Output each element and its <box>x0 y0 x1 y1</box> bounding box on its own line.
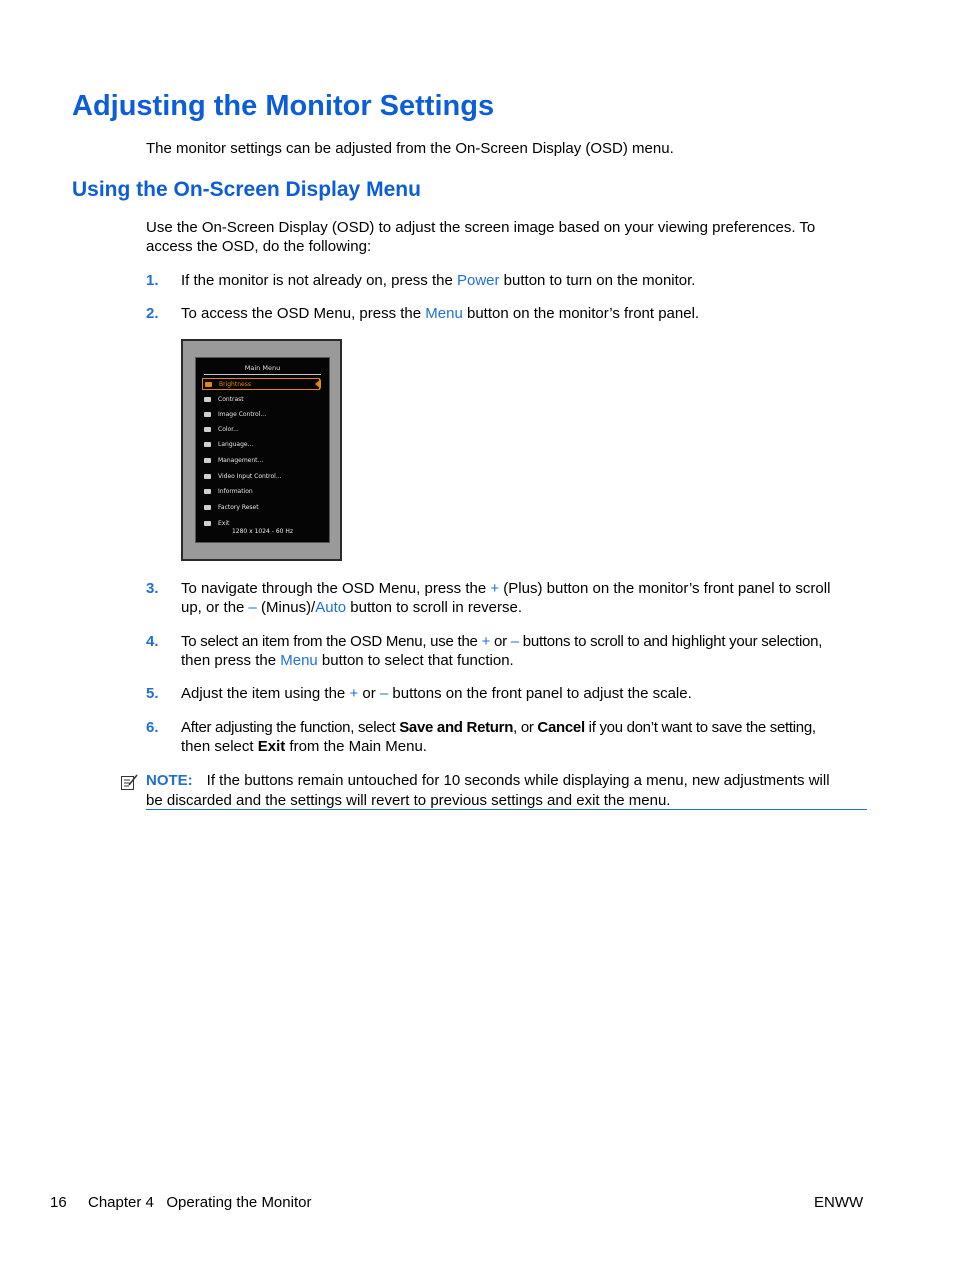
osd-item-contrast: Contrast <box>202 394 320 406</box>
plus-button-ref: + <box>481 633 491 650</box>
osd-menu-title: Main Menu <box>244 364 281 372</box>
menu-link[interactable]: Menu <box>425 305 463 322</box>
language-icon <box>204 442 211 447</box>
doc-code: ENWW <box>814 1194 864 1211</box>
note-underline <box>146 809 867 810</box>
image-control-icon <box>204 412 211 417</box>
section-intro-line-2: access the OSD, do the following: <box>146 238 372 255</box>
page-title: Adjusting the Monitor Settings <box>72 90 495 122</box>
information-icon <box>204 489 211 494</box>
step-2-number: 2. <box>146 305 159 322</box>
step-3-line-1: To navigate through the OSD Menu, press the + (Plus) button on the monitor’s front panel to scroll <box>181 580 831 597</box>
minus-button-ref: – <box>248 599 257 616</box>
osd-item-color: Color... <box>202 424 320 436</box>
note-icon <box>120 773 138 791</box>
step-6-line-2: then select Exit from the Main Menu. <box>181 738 427 755</box>
minus-button-ref: – <box>379 685 389 702</box>
exit-icon <box>204 521 211 526</box>
osd-item-information: Information <box>202 486 320 498</box>
osd-resolution-readout: 1280 x 1024 - 60 Hz <box>231 528 294 535</box>
page-number: 16 <box>50 1194 67 1211</box>
osd-item-brightness: Brightness <box>202 378 320 390</box>
note-line-2: be discarded and the settings will revert to previous settings and exit the menu. <box>146 792 671 809</box>
section-intro-line-1: Use the On-Screen Display (OSD) to adjust the screen image based on your viewing preferences. To <box>146 219 816 236</box>
note-line-1: NOTE: If the buttons remain untouched for 10 seconds while displaying a menu, new adjustments will <box>146 772 830 789</box>
step-6-number: 6. <box>146 719 159 736</box>
contrast-icon <box>204 397 211 402</box>
step-4-number: 4. <box>146 633 159 650</box>
osd-item-video-input-control: Video Input Control... <box>202 471 320 483</box>
osd-menu-panel <box>195 357 330 543</box>
section-title: Using the On-Screen Display Menu <box>72 178 421 201</box>
menu-link[interactable]: Menu <box>280 652 318 669</box>
osd-screenshot <box>181 339 342 561</box>
video-input-icon <box>204 474 211 479</box>
osd-item-factory-reset: Factory Reset <box>202 502 320 514</box>
intro-text: The monitor settings can be adjusted from the On-Screen Display (OSD) menu. <box>146 140 674 157</box>
step-3-line-2: up, or the – (Minus)/Auto button to scroll in reverse. <box>181 599 523 616</box>
osd-selection-arrow-icon <box>315 379 321 389</box>
osd-item-exit: Exit <box>202 518 320 530</box>
plus-button-ref: + <box>349 685 359 702</box>
step-6-line-1: After adjusting the function, select Save and Return, or Cancel if you don’t want to save the setting, <box>181 719 816 736</box>
osd-item-image-control: Image Control... <box>202 409 320 421</box>
note-label: NOTE: <box>146 772 193 789</box>
auto-link[interactable]: Auto <box>315 599 347 616</box>
step-1-text: If the monitor is not already on, press the Power button to turn on the monitor. <box>181 272 696 289</box>
chapter-title: Chapter 4 Operating the Monitor <box>88 1194 312 1211</box>
step-4-line-2: then press the Menu button to select that function. <box>181 652 514 669</box>
step-5-text: Adjust the item using the + or – buttons on the front panel to adjust the scale. <box>181 685 692 702</box>
plus-button-ref: + <box>490 580 500 597</box>
osd-item-language: Language... <box>202 439 320 451</box>
step-1-number: 1. <box>146 272 159 289</box>
step-3-number: 3. <box>146 580 159 597</box>
step-4-line-1: To select an item from the OSD Menu, use the + or – buttons to scroll to and highlight your selection, <box>181 633 823 650</box>
brightness-icon <box>205 382 212 387</box>
management-icon <box>204 458 211 463</box>
step-2-text: To access the OSD Menu, press the Menu button on the monitor’s front panel. <box>181 305 700 322</box>
color-icon <box>204 427 211 432</box>
power-link[interactable]: Power <box>456 272 500 289</box>
factory-reset-icon <box>204 505 211 510</box>
step-5-number: 5. <box>146 685 159 702</box>
osd-divider <box>204 374 321 375</box>
osd-item-management: Management... <box>202 455 320 467</box>
minus-button-ref: – <box>510 633 519 650</box>
